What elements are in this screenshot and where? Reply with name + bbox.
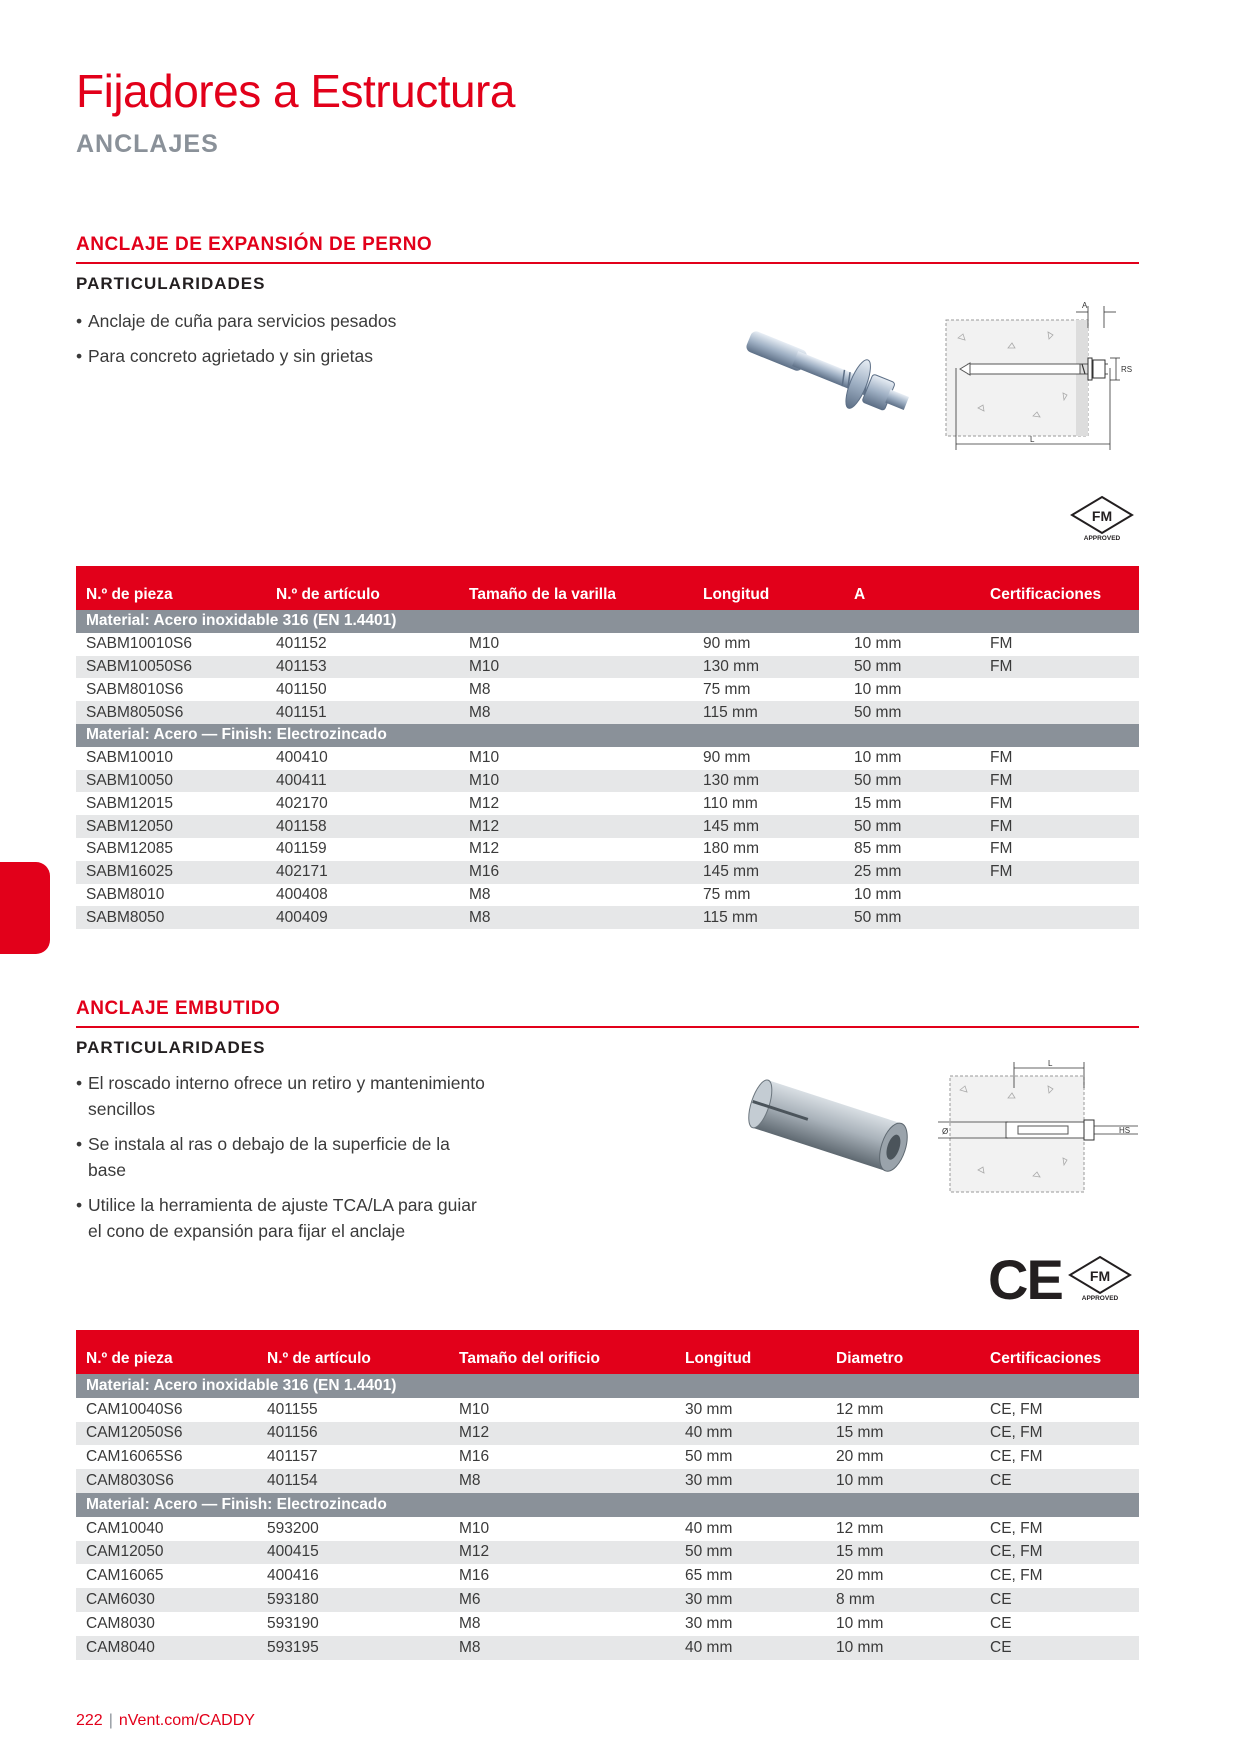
table-row (76, 1398, 1139, 1422)
table-cell: FM (980, 815, 1139, 838)
table-cell: 10 mm (854, 680, 902, 698)
table-cell: 130 mm (693, 770, 844, 793)
table-cell: 50 mm (844, 701, 980, 724)
feature-item: • El roscado interno ofrece un retiro y mantenimiento sencillos (76, 1070, 486, 1122)
table-row (76, 861, 1139, 884)
table-row (76, 656, 1139, 679)
table-cell: 10 mm (826, 1636, 980, 1660)
table-cell: M10 (459, 1519, 490, 1537)
wedge-anchor-dimension-diagram (938, 298, 1144, 458)
table-cell: 401154 (257, 1469, 449, 1493)
table-header-row (76, 1330, 1139, 1374)
table-cell: SABM8050 (76, 906, 266, 929)
table-row (76, 701, 1139, 724)
table-cell: CAM10040S6 (86, 1400, 183, 1418)
table-cell: CAM16065 (86, 1567, 164, 1585)
bolt-anchor-spec-table (76, 566, 1139, 929)
table-cell: 593190 (267, 1614, 319, 1632)
table-cell: 30 mm (675, 1469, 826, 1493)
material-label: Material: Acero — Finish: Electrozincado (76, 1493, 1139, 1517)
col-length: Longitud (693, 566, 844, 610)
material-group-row (76, 1493, 1139, 1517)
table-cell: CAM12050S6 (76, 1422, 257, 1446)
table-cell: SABM8050S6 (76, 701, 266, 724)
section-divider (76, 1026, 1139, 1028)
table-cell: M16 (459, 1448, 490, 1466)
table-cell: 10 mm (854, 749, 902, 767)
feature-item: • Utilice la herramienta de ajuste TCA/LA para guiar el cono de expansión para fijar el anclaje (76, 1192, 486, 1244)
section-title-drop-in-anchor: ANCLAJE EMBUTIDO (76, 998, 281, 1019)
table-cell: SABM16025 (76, 861, 266, 884)
table-row (76, 1541, 1139, 1565)
table-cell: SABM8010S6 (86, 680, 184, 698)
table-cell: 10 mm (854, 635, 902, 653)
table-cell: M12 (469, 840, 500, 858)
dim-label-diameter: Ø (942, 1127, 949, 1136)
section-divider (76, 262, 1139, 264)
table-cell: 8 mm (826, 1588, 980, 1612)
col-part-number: N.º de pieza (76, 1330, 257, 1374)
table-cell: 40 mm (675, 1636, 826, 1660)
table-cell: M8 (459, 701, 693, 724)
features-list (76, 308, 506, 378)
table-cell: CE (980, 1469, 1139, 1493)
table-cell: 401152 (276, 635, 327, 653)
table-cell: 75 mm (703, 680, 751, 698)
table-cell: 593180 (257, 1588, 449, 1612)
table-cell: CE (980, 1636, 1139, 1660)
table-row (76, 678, 1139, 701)
table-row (76, 792, 1139, 815)
fm-letters: FM (1091, 508, 1113, 524)
table-cell: M12 (449, 1541, 675, 1565)
table-cell: CE, FM (990, 1400, 1043, 1418)
section-title-bolt-anchor: ANCLAJE DE EXPANSIÓN DE PERNO (76, 234, 433, 255)
table-cell: M10 (459, 770, 693, 793)
table-row (76, 1636, 1139, 1660)
table-cell: SABM8010 (86, 885, 165, 903)
table-cell: CE (990, 1614, 1012, 1632)
col-hole-size: Tamaño del orificio (449, 1330, 675, 1374)
table-row (76, 838, 1139, 861)
table-cell: 115 mm (693, 701, 844, 724)
table-cell: SABM10010S6 (86, 635, 192, 653)
table-cell: M8 (469, 885, 491, 903)
col-a: A (844, 566, 980, 610)
fm-letters: FM (1089, 1268, 1111, 1284)
table-cell: CAM6030 (76, 1588, 257, 1612)
table-cell: FM (990, 749, 1013, 767)
footer-separator: | (108, 1712, 113, 1729)
table-cell: 145 mm (693, 815, 844, 838)
feature-item: • Para concreto agrietado y sin grietas (76, 343, 506, 369)
table-cell: 40 mm (685, 1519, 733, 1537)
table-cell: M8 (459, 1614, 481, 1632)
material-group-row (76, 610, 1139, 633)
table-row (76, 633, 1139, 656)
feature-item: • Se instala al ras o debajo de la superficie de la base (76, 1131, 486, 1183)
table-cell: SABM12015 (86, 794, 174, 812)
section-side-tab (0, 862, 50, 954)
table-cell: 401151 (266, 701, 459, 724)
table-cell: 400411 (266, 770, 459, 793)
table-row (76, 815, 1139, 838)
table-cell: FM (980, 656, 1139, 679)
table-cell: 400408 (276, 885, 328, 903)
fm-approved-text: APPROVED (1083, 535, 1121, 541)
dim-label-l: L (1030, 435, 1035, 444)
table-cell: 400410 (276, 749, 328, 767)
table-cell: 145 mm (693, 861, 844, 884)
table-row (76, 1517, 1139, 1541)
table-cell: 25 mm (844, 861, 980, 884)
table-cell: 15 mm (854, 794, 902, 812)
table-cell: CAM12050 (76, 1541, 257, 1565)
table-cell: CE, FM (990, 1567, 1043, 1585)
table-cell: 85 mm (854, 840, 902, 858)
table-cell: M8 (449, 1636, 675, 1660)
table-row (76, 906, 1139, 929)
table-cell: M6 (449, 1588, 675, 1612)
table-cell: FM (990, 794, 1013, 812)
drop-in-anchor-spec-table (76, 1330, 1139, 1660)
table-cell: CAM8030 (86, 1614, 155, 1632)
table-cell: M12 (459, 815, 693, 838)
table-cell: 110 mm (703, 794, 758, 812)
fm-approved-text: APPROVED (1081, 1295, 1119, 1301)
table-cell: 75 mm (703, 885, 751, 903)
table-cell: 593195 (257, 1636, 449, 1660)
table-cell: 400409 (266, 906, 459, 929)
ce-mark-icon: CE (988, 1248, 1062, 1311)
table-row (76, 1564, 1139, 1588)
table-cell: 130 mm (693, 656, 844, 679)
table-row (76, 747, 1139, 770)
page-title: Fijadores a Estructura (76, 65, 515, 117)
material-label: Material: Acero inoxidable 316 (EN 1.4401) (76, 610, 1139, 633)
table-cell: 90 mm (703, 635, 751, 653)
material-group-row (76, 724, 1139, 747)
table-cell: SABM10010 (86, 749, 174, 767)
table-cell: M10 (459, 656, 693, 679)
col-certifications: Certificaciones (980, 566, 1139, 610)
table-cell: M10 (469, 635, 500, 653)
page-footer (76, 1712, 255, 1730)
table-row (76, 770, 1139, 793)
table-cell: 593200 (267, 1519, 319, 1537)
table-cell (980, 701, 1139, 724)
col-article-number: N.º de artículo (257, 1330, 449, 1374)
features-list (76, 1070, 486, 1253)
table-cell: 15 mm (826, 1541, 980, 1565)
table-cell: M8 (459, 906, 693, 929)
table-cell: 401155 (267, 1400, 318, 1418)
drop-in-anchor-dimension-diagram (938, 1058, 1138, 1202)
table-cell: SABM12050 (76, 815, 266, 838)
page-number: 222 (76, 1712, 103, 1729)
table-cell: CE, FM (980, 1422, 1139, 1446)
table-cell: 65 mm (685, 1567, 733, 1585)
table-cell: M16 (459, 861, 693, 884)
table-cell: FM (980, 770, 1139, 793)
table-cell: 12 mm (836, 1519, 884, 1537)
col-article-number: N.º de artículo (266, 566, 459, 610)
table-cell: FM (980, 861, 1139, 884)
table-cell: M8 (449, 1469, 675, 1493)
table-cell: M10 (469, 749, 500, 767)
table-cell: M12 (449, 1422, 675, 1446)
dim-label-rs: RS (1121, 365, 1133, 374)
material-group-row (76, 1374, 1139, 1398)
table-cell: 20 mm (836, 1448, 884, 1466)
col-rod-size: Tamaño de la varilla (459, 566, 693, 610)
table-cell: 30 mm (675, 1588, 826, 1612)
fm-approved-icon (1066, 1255, 1134, 1301)
table-body (76, 610, 1139, 929)
table-cell: 180 mm (703, 840, 759, 858)
col-length: Longitud (675, 1330, 826, 1374)
table-cell: 402170 (276, 794, 328, 812)
table-cell: 402171 (266, 861, 459, 884)
table-cell: 401156 (257, 1422, 449, 1446)
table-cell: SABM10050S6 (76, 656, 266, 679)
table-cell: 20 mm (836, 1567, 884, 1585)
table-cell: SABM10050 (76, 770, 266, 793)
table-cell: M16 (459, 1567, 490, 1585)
table-cell: CAM16065S6 (86, 1448, 183, 1466)
table-cell: 15 mm (826, 1422, 980, 1446)
table-cell: 50 mm (844, 656, 980, 679)
table-cell: 50 mm (675, 1541, 826, 1565)
table-cell: CAM10040 (86, 1519, 164, 1537)
table-cell: 401150 (276, 680, 327, 698)
table-cell: 50 mm (844, 770, 980, 793)
table-cell: 50 mm (685, 1448, 733, 1466)
table-cell: 30 mm (685, 1400, 733, 1418)
material-label: Material: Acero inoxidable 316 (EN 1.4401) (76, 1374, 1139, 1398)
table-cell (980, 906, 1139, 929)
table-cell: CE, FM (980, 1541, 1139, 1565)
table-cell: 401158 (266, 815, 459, 838)
dim-label-hs: HS (1119, 1126, 1131, 1135)
table-cell: M12 (469, 794, 500, 812)
table-cell: CAM8030S6 (76, 1469, 257, 1493)
features-label: PARTICULARIDADES (76, 274, 266, 293)
table-cell: CAM8040 (76, 1636, 257, 1660)
wedge-anchor-product-image (730, 326, 950, 436)
table-cell: 401153 (266, 656, 459, 679)
table-cell: 40 mm (675, 1422, 826, 1446)
page-subtitle: ANCLAJES (76, 130, 219, 158)
table-row (76, 1612, 1139, 1636)
table-header-row (76, 566, 1139, 610)
table-cell: 401157 (267, 1448, 318, 1466)
table-row (76, 884, 1139, 907)
table-cell: 400415 (257, 1541, 449, 1565)
table-cell: 50 mm (844, 815, 980, 838)
table-cell (980, 884, 1139, 907)
table-cell: CE, FM (990, 1519, 1043, 1537)
table-cell: 30 mm (685, 1614, 733, 1632)
table-cell (980, 678, 1139, 701)
table-cell: SABM12085 (86, 840, 174, 858)
drop-in-anchor-product-image (736, 1074, 926, 1184)
table-cell: M8 (469, 680, 491, 698)
table-row (76, 1588, 1139, 1612)
table-cell: 50 mm (844, 906, 980, 929)
table-cell: 400416 (267, 1567, 319, 1585)
table-body (76, 1374, 1139, 1660)
table-cell: FM (990, 840, 1013, 858)
col-diameter: Diametro (826, 1330, 980, 1374)
table-cell: CE, FM (990, 1448, 1043, 1466)
feature-item: • Anclaje de cuña para servicios pesados (76, 308, 506, 334)
table-cell: 10 mm (854, 885, 902, 903)
table-row (76, 1422, 1139, 1446)
table-cell: 10 mm (836, 1614, 884, 1632)
dim-label-a: A (1082, 301, 1088, 310)
table-cell: FM (990, 635, 1013, 653)
material-label: Material: Acero — Finish: Electrozincado (76, 724, 1139, 747)
table-cell: 115 mm (693, 906, 844, 929)
table-row (76, 1469, 1139, 1493)
footer-website-link[interactable]: nVent.com/CADDY (118, 1712, 255, 1729)
table-cell: 90 mm (703, 749, 751, 767)
table-cell: 10 mm (826, 1469, 980, 1493)
col-part-number: N.º de pieza (76, 566, 266, 610)
col-certifications: Certificaciones (980, 1330, 1139, 1374)
dim-label-l: L (1048, 1059, 1053, 1068)
table-cell: 401159 (276, 840, 327, 858)
fm-approved-icon (1068, 495, 1136, 541)
table-row (76, 1445, 1139, 1469)
features-label: PARTICULARIDADES (76, 1038, 266, 1057)
table-cell: M10 (459, 1400, 490, 1418)
table-cell: 12 mm (836, 1400, 884, 1418)
table-cell: CE (980, 1588, 1139, 1612)
